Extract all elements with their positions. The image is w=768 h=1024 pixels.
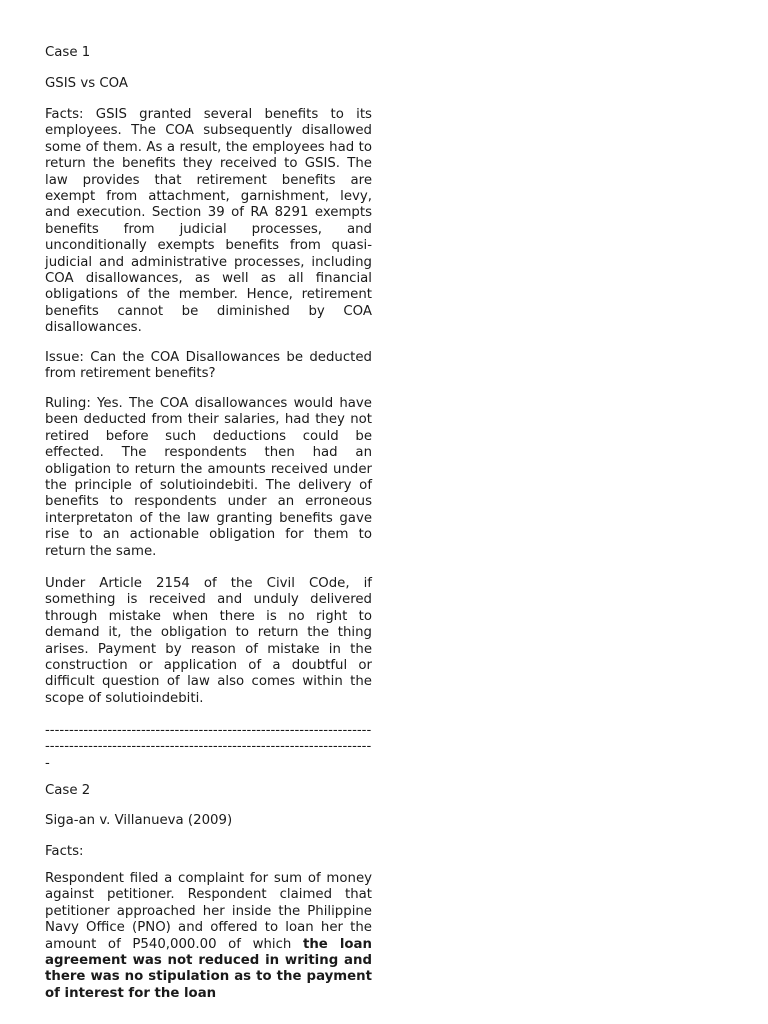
case1-article-2154: Under Article 2154 of the Civil COde, if something is received and unduly delivered through mistake when there is no right to demand it, the obligation to return the thing arises. Payment by reason of mistake in the construction or application of a doubtful or difficult question of law also comes within the scope of solutioindebiti. [45, 576, 372, 706]
case-separator: ----------------------------------------------------------------------------------------------------------------------------------------- [45, 723, 372, 771]
facts-text: Respondent filed a complaint for sum of money against petitioner. Respondent claimed that petitioner approached her inside the Philippine Navy Office (PNO) and offered to loan her the amount of P540,000.00 of which [45, 871, 372, 952]
case2-title: Siga-an v. Villanueva (2009) [45, 813, 233, 828]
case1-title: GSIS vs COA [45, 76, 128, 91]
case1-ruling: Ruling: Yes. The COA disallowances would have been deducted from their salaries, had they not retired before such deductions could be effected. The respondents then had an obligation to return the amounts received under the principle of solutioindebiti. The delivery of benefits to respondents under an erroneous interpretaton of the law granting benefits gave rise to an actionable obligation for them to return the same. [45, 396, 372, 559]
case2-facts-paragraph-start [45, 871, 372, 1002]
facts-bold-loan-agreement: the loan agreement was not reduced in writing and there was no stipulation as to the payment of interest for the loan [45, 936, 372, 1001]
case2-facts-label: Facts: [45, 844, 84, 859]
case1-label: Case 1 [45, 45, 91, 60]
case1-facts: Facts: GSIS granted several benefits to its employees. The COA subsequently disallowed some of them. As a result, the employees had to return the benefits they received to GSIS. The law provides that retirement benefits are exempt from attachment, garnishment, levy, and execution. Section 39 of RA 8291 exempts benefits from judicial processes, and unconditionally exempts benefits from quasi-judicial and administrative processes, including COA disallowances, as well as all financial obligations of the member. Hence, retirement benefits cannot be diminished by COA disallowances. [45, 107, 372, 336]
case2-label: Case 2 [45, 783, 91, 798]
case1-issue: Issue: Can the COA Disallowances be deducted from retirement benefits? [45, 350, 372, 382]
